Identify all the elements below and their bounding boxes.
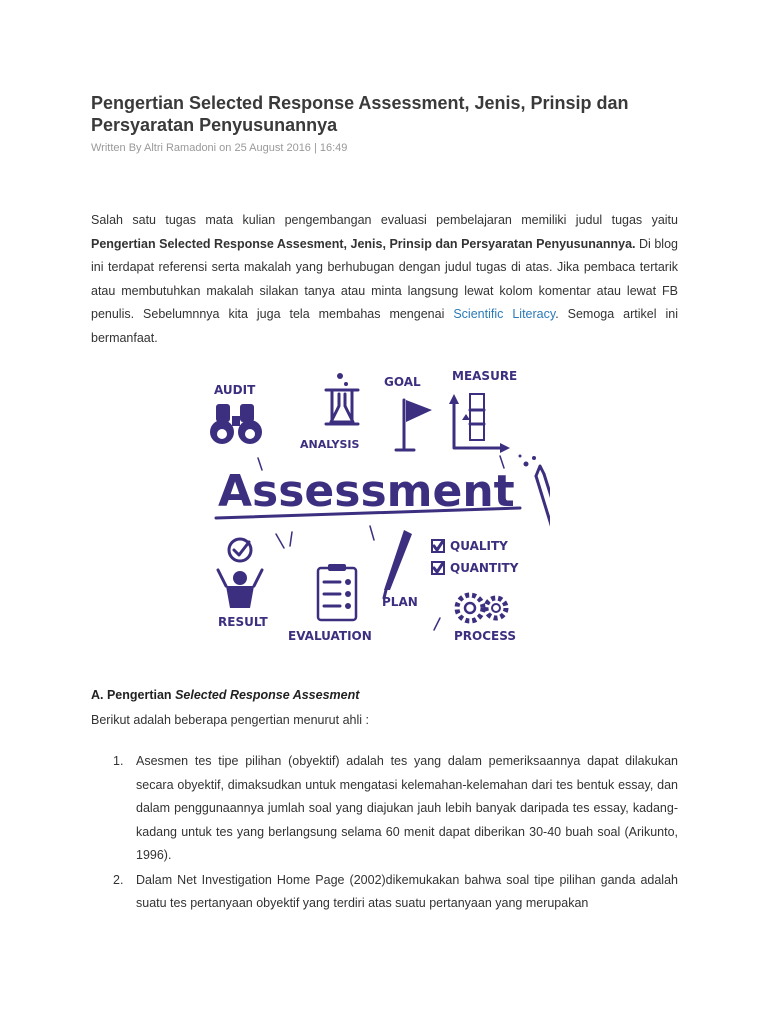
list-number: 2.: [113, 872, 124, 887]
definition-list: [91, 750, 678, 917]
section-a-italic: Selected Response Assesment: [175, 688, 360, 702]
pencils-icon: [536, 466, 550, 554]
section-a-prefix: A. Pengertian: [91, 688, 172, 702]
checkbox-quantity-icon: [432, 562, 444, 574]
result-person-icon: [218, 539, 262, 608]
process-label: PROCESS: [454, 629, 516, 643]
section-a-heading: [91, 688, 359, 702]
para-bold-title: Pengertian Selected Response Assesment, Jenis, Prinsip dan Persyaratan Penyusunannya.: [91, 236, 636, 251]
list-number: 1.: [113, 754, 124, 768]
goal-label: GOAL: [384, 375, 421, 389]
list-item: [91, 869, 678, 916]
section-a-intro: Berikut adalah beberapa pengertian menurut ahli :: [91, 713, 369, 727]
result-label: RESULT: [218, 615, 268, 629]
quantity-label: QUANTITY: [450, 561, 519, 575]
binoculars-icon: [210, 404, 262, 444]
clipboard-icon: [318, 564, 356, 620]
audit-label: AUDIT: [214, 383, 256, 397]
quality-label: QUALITY: [450, 539, 508, 553]
pen-icon: [384, 530, 412, 598]
plan-label: PLAN: [382, 595, 418, 609]
measure-label: MEASURE: [452, 369, 518, 383]
evaluation-label: EVALUATION: [288, 629, 372, 643]
assessment-illustration: [200, 364, 550, 652]
para-text-1: Salah satu tugas mata kulian pengembangan evaluasi pembelajaran memiliki judul tugas yaitu: [91, 213, 678, 227]
scientific-literacy-link[interactable]: Scientific Literacy: [453, 307, 556, 321]
intro-paragraph: [91, 209, 678, 350]
assessment-word: Assessment: [218, 466, 515, 517]
para-text-2: Di blog ini terdapat referensi serta makalah yang berhubugan dengan judul tugas di atas. Jika pembaca tertarik atau membutuhkan makalah silakan tanya atau minta langsung lewat kolom komentar atau lewat FB penulis. Sebelumnnya kita juga tela membahas mengenai: [91, 236, 678, 321]
list-text: Asesmen tes tipe pilihan (obyektif) adalah tes yang dalam pemeriksaannya dapat dilakukan secara obyektif, dimaksudkan untuk mengatasi kelemahan-kelemahan dari tes bentuk essay, dan dalam penggunaannya jumlah soal yang diajukan jauh lebih banyak daripada tes essay, kadang-kadang untuk tes yang berlangsung selama 60 menit dapat diberikan 30-40 buah soal (Arikunto, 1996).: [136, 754, 678, 862]
list-text: Dalam Net Investigation Home Page (2002)dikemukakan bahwa soal tipe pilihan ganda adalah suatu tes pertanyaan obyektif yang terdiri atas suatu pertanyaan yang merupakan: [136, 872, 678, 910]
flag-icon: [396, 400, 432, 450]
article-meta: Written By Altri Ramadoni on 25 August 2016 | 16:49: [91, 142, 348, 154]
gears-icon: [457, 595, 506, 621]
checkbox-quality-icon: [432, 540, 444, 552]
measure-chart-icon: [449, 394, 510, 453]
article-title: Pengertian Selected Response Assessment, Jenis, Prinsip dan Persyaratan Penyusunannya: [91, 93, 629, 135]
para-text-3: . Semoga artikel ini bermanfaat.: [91, 307, 678, 345]
analysis-label: ANALYSIS: [300, 438, 360, 451]
flask-icon: [326, 373, 358, 424]
list-item: [91, 750, 678, 868]
